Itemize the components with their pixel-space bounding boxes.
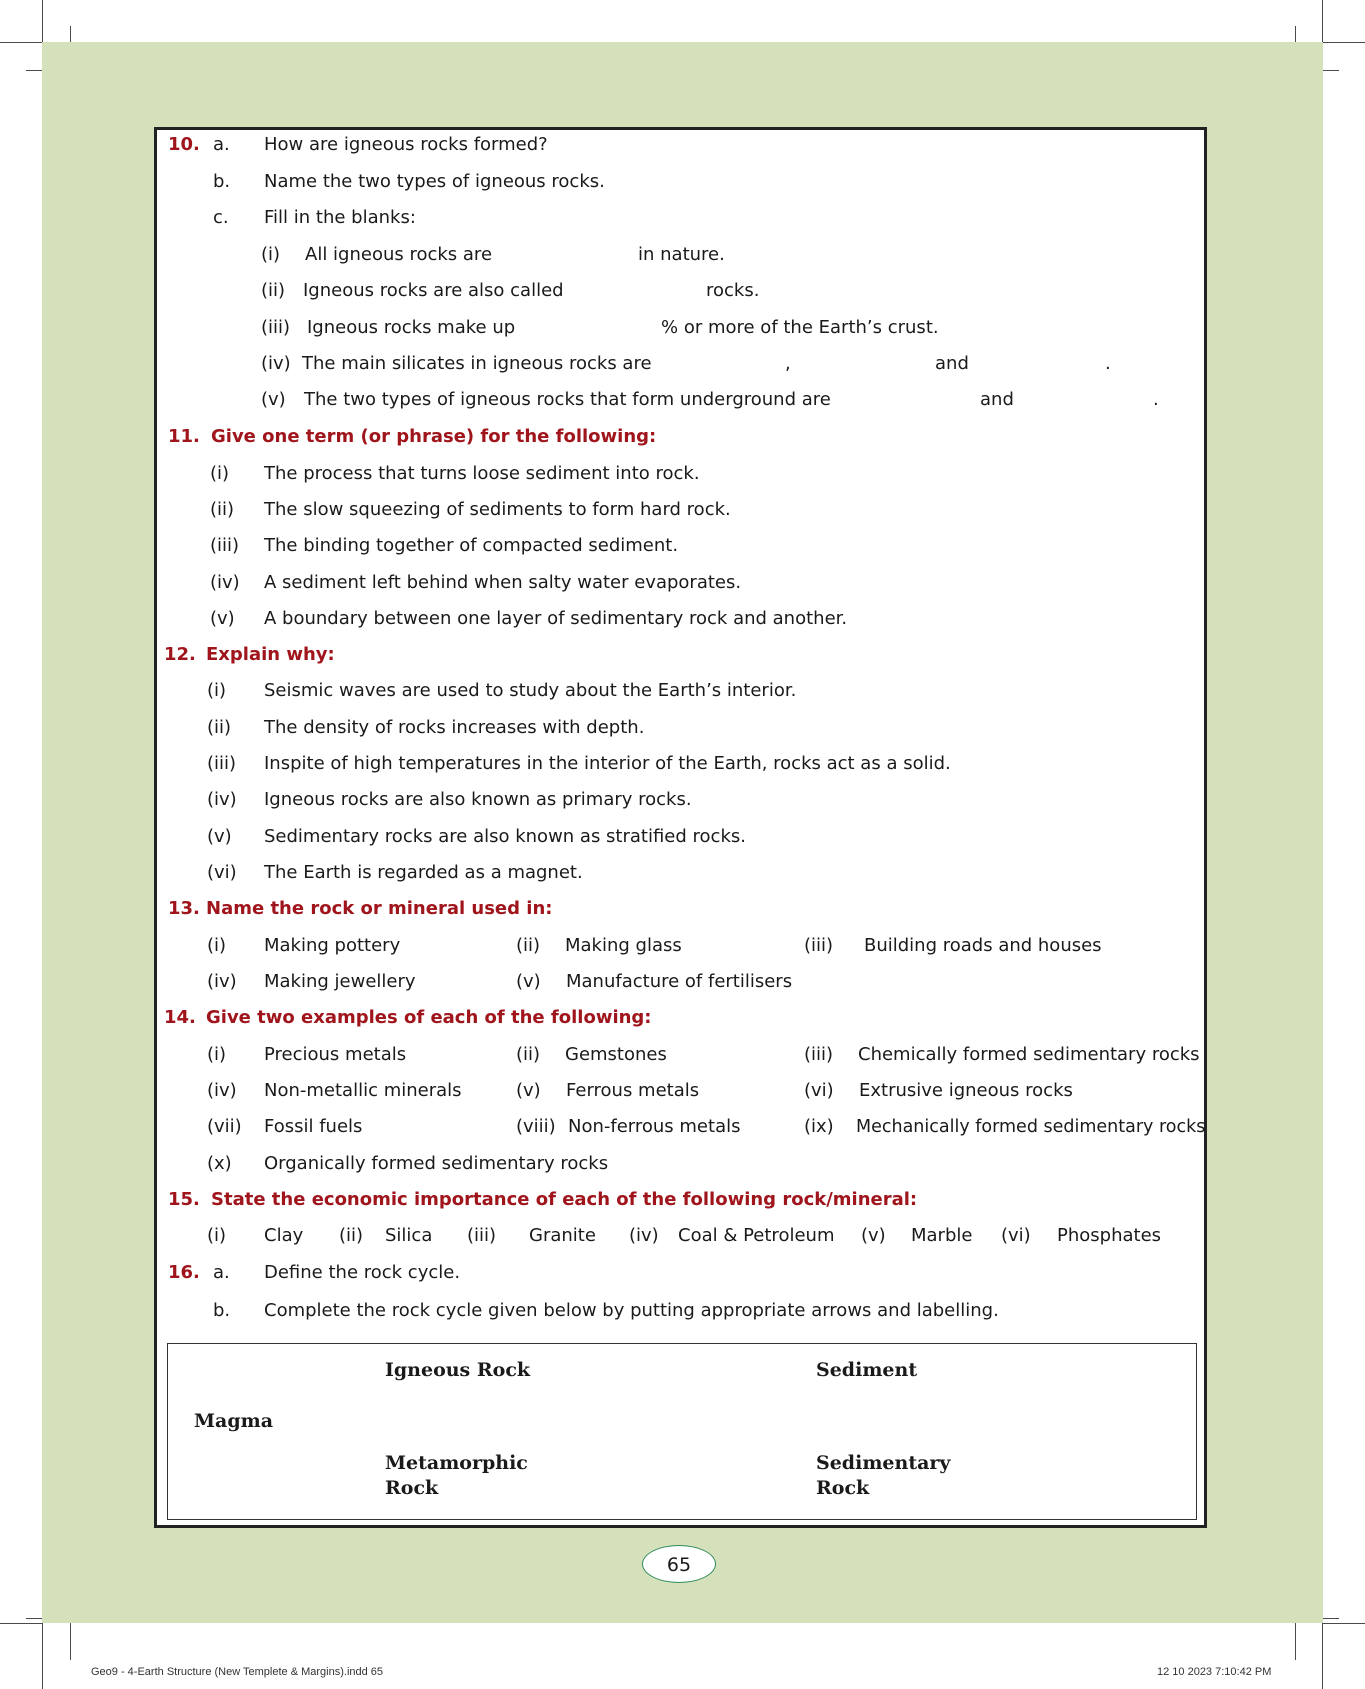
list-label: (i) — [210, 463, 230, 484]
q16-number: 16. — [168, 1262, 200, 1283]
sedimentary-rock-label-line2: Rock — [816, 1477, 870, 1499]
list-label: (i) — [207, 1044, 227, 1065]
blank-text: All igneous rocks are — [305, 244, 493, 265]
footer-timestamp: 12 10 2023 7:10:42 PM — [1157, 1666, 1272, 1678]
list-item: Marble — [911, 1225, 973, 1246]
q13-heading: Name the rock or mineral used in: — [206, 898, 553, 919]
list-label: (i) — [207, 1225, 227, 1246]
blank-text: and — [935, 353, 969, 374]
q11-heading: Give one term (or phrase) for the following: — [211, 426, 657, 447]
list-label: (iii) — [207, 753, 237, 774]
list-item: The density of rocks increases with depth. — [264, 717, 645, 738]
list-item: Making jewellery — [264, 971, 416, 992]
blank-text: The two types of igneous rocks that form underground are — [304, 389, 831, 410]
q10-a-label: a. — [213, 134, 230, 155]
metamorphic-rock-label-line2: Rock — [385, 1477, 439, 1499]
list-label: (ii) — [210, 499, 235, 520]
crop-mark — [42, 0, 43, 42]
list-item: Inspite of high temperatures in the interior of the Earth, rocks act as a solid. — [264, 753, 951, 774]
rock-cycle-diagram — [167, 1343, 1197, 1520]
list-label: (iii) — [210, 535, 240, 556]
list-item: The binding together of compacted sediment. — [264, 535, 679, 556]
list-item: Seismic waves are used to study about the Earth’s interior. — [264, 680, 797, 701]
list-item: Fossil fuels — [264, 1116, 363, 1137]
q10-number: 10. — [168, 134, 200, 155]
list-label: (v) — [210, 608, 235, 629]
blank-text: . — [1105, 353, 1111, 374]
list-item: Chemically formed sedimentary rocks — [858, 1044, 1200, 1065]
list-label: (viii) — [516, 1116, 556, 1137]
q16-b-label: b. — [213, 1300, 231, 1321]
crop-mark — [1323, 42, 1365, 43]
blank-text: Igneous rocks make up — [307, 317, 516, 338]
list-item: Gemstones — [565, 1044, 667, 1065]
list-label: (iii) — [804, 935, 834, 956]
list-item: Phosphates — [1057, 1225, 1162, 1246]
crop-mark — [42, 1623, 43, 1689]
blank-text: % or more of the Earth’s crust. — [661, 317, 939, 338]
list-label: (i) — [207, 680, 227, 701]
magma-label: Magma — [194, 1410, 274, 1432]
list-item: Precious metals — [264, 1044, 407, 1065]
list-label: (v) — [516, 971, 541, 992]
list-item: Making pottery — [264, 935, 401, 956]
list-label: (iii) — [467, 1225, 497, 1246]
list-label: (iii) — [804, 1044, 834, 1065]
q14-number: 14. — [164, 1007, 196, 1028]
q10-c-label: c. — [213, 207, 229, 228]
list-label: (vii) — [207, 1116, 242, 1137]
list-label: (v) — [516, 1080, 541, 1101]
list-item: Building roads and houses — [864, 935, 1102, 956]
list-item: Manufacture of fertilisers — [566, 971, 793, 992]
blank-label: (i) — [261, 244, 281, 265]
list-label: (ii) — [516, 1044, 541, 1065]
crop-mark — [70, 1618, 71, 1660]
list-item: Clay — [264, 1225, 304, 1246]
list-label: (ix) — [804, 1116, 834, 1137]
q12-number: 12. — [164, 644, 196, 665]
list-item: Coal & Petroleum — [678, 1225, 835, 1246]
list-item: Organically formed sedimentary rocks — [264, 1153, 609, 1174]
list-label: (vi) — [207, 862, 237, 883]
blank-text: , — [785, 353, 791, 374]
q15-number: 15. — [168, 1189, 200, 1210]
list-label: (iv) — [207, 971, 237, 992]
sedimentary-rock-label: Sedimentary — [816, 1452, 951, 1474]
list-item: Igneous rocks are also known as primary rocks. — [264, 789, 692, 810]
list-item: The process that turns loose sediment into rock. — [264, 463, 700, 484]
list-item: The Earth is regarded as a magnet. — [264, 862, 583, 883]
page-number: 65 — [642, 1545, 716, 1583]
igneous-rock-label: Igneous Rock — [385, 1359, 531, 1381]
blank-label: (v) — [261, 389, 286, 410]
list-label: (iv) — [207, 789, 237, 810]
blank-label: (iv) — [261, 353, 291, 374]
list-item: The slow squeezing of sediments to form hard rock. — [264, 499, 731, 520]
footer-filename: Geo9 - 4-Earth Structure (New Templete & Margins).indd 65 — [91, 1666, 384, 1678]
q10-c-text: Fill in the blanks: — [264, 207, 416, 228]
list-item: Making glass — [565, 935, 682, 956]
list-label: (i) — [207, 935, 227, 956]
metamorphic-rock-label: Metamorphic — [385, 1452, 528, 1474]
q13-number: 13. — [168, 898, 200, 919]
crop-mark — [1295, 1618, 1296, 1660]
crop-mark — [1323, 1623, 1365, 1624]
list-item: A sediment left behind when salty water evaporates. — [264, 572, 742, 593]
blank-text: rocks. — [706, 280, 760, 301]
sediment-label: Sediment — [816, 1359, 918, 1381]
q12-heading: Explain why: — [206, 644, 335, 665]
list-item: Non-ferrous metals — [568, 1116, 741, 1137]
q16-a-label: a. — [213, 1262, 230, 1283]
list-label: (ii) — [207, 717, 232, 738]
crop-mark — [0, 42, 42, 43]
list-item: Non-metallic minerals — [264, 1080, 462, 1101]
list-label: (x) — [207, 1153, 232, 1174]
list-label: (vi) — [804, 1080, 834, 1101]
list-item: Sedimentary rocks are also known as stratified rocks. — [264, 826, 746, 847]
q10-b-text: Name the two types of igneous rocks. — [264, 171, 605, 192]
blank-label: (ii) — [261, 280, 286, 301]
q16-a-text: Define the rock cycle. — [264, 1262, 461, 1283]
blank-text: The main silicates in igneous rocks are — [302, 353, 652, 374]
crop-mark — [0, 1623, 42, 1624]
list-label: (iv) — [210, 572, 240, 593]
blank-text: Igneous rocks are also called — [303, 280, 564, 301]
q10-a-text: How are igneous rocks formed? — [264, 134, 548, 155]
q10-b-label: b. — [213, 171, 231, 192]
list-label: (v) — [861, 1225, 886, 1246]
blank-label: (iii) — [261, 317, 291, 338]
q14-heading: Give two examples of each of the following: — [206, 1007, 652, 1028]
list-item: Extrusive igneous rocks — [859, 1080, 1073, 1101]
q16-b-text: Complete the rock cycle given below by putting appropriate arrows and labelling. — [264, 1300, 999, 1321]
list-label: (ii) — [339, 1225, 364, 1246]
list-label: (iv) — [629, 1225, 659, 1246]
q15-heading: State the economic importance of each of the following rock/mineral: — [211, 1189, 918, 1210]
list-item: Silica — [385, 1225, 433, 1246]
list-label: (vi) — [1001, 1225, 1031, 1246]
q11-number: 11. — [168, 426, 200, 447]
list-item: Mechanically formed sedimentary rocks — [856, 1117, 1206, 1137]
crop-mark — [1322, 0, 1323, 42]
list-label: (iv) — [207, 1080, 237, 1101]
list-item: A boundary between one layer of sedimentary rock and another. — [264, 608, 848, 629]
blank-text: in nature. — [638, 244, 725, 265]
list-label: (ii) — [516, 935, 541, 956]
crop-mark — [1322, 1623, 1323, 1689]
list-item: Ferrous metals — [566, 1080, 700, 1101]
list-item: Granite — [529, 1225, 596, 1246]
list-label: (v) — [207, 826, 232, 847]
blank-text: and — [980, 389, 1014, 410]
blank-text: . — [1153, 389, 1159, 410]
